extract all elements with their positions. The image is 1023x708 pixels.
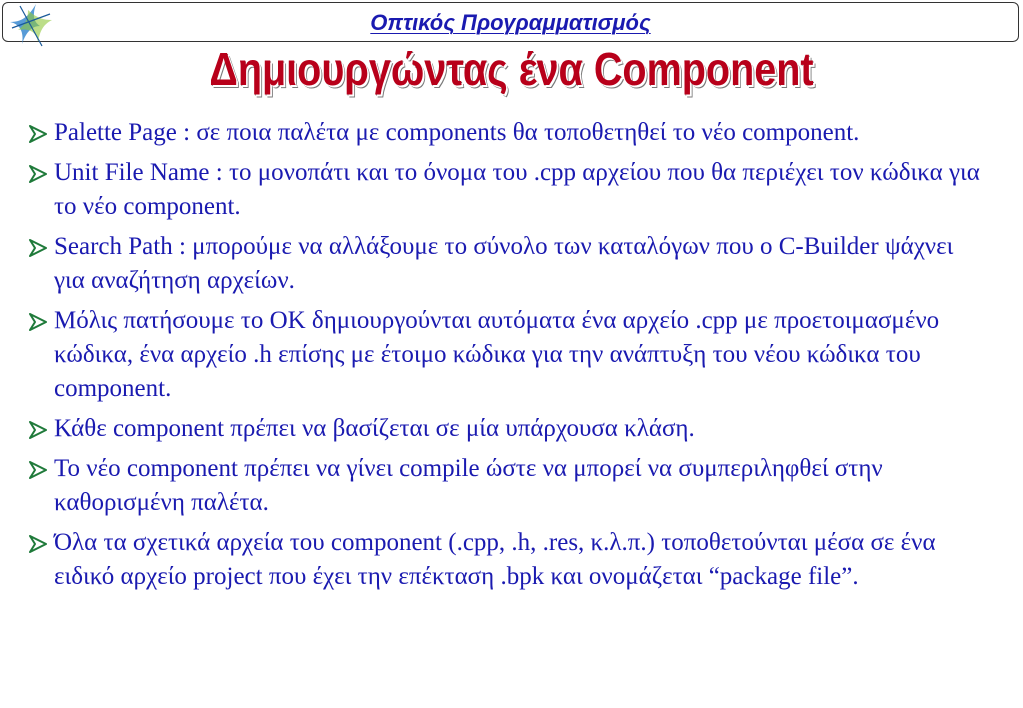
star-compass-logo-icon [6,0,56,50]
bullet-text: Μόλις πατήσουμε το OK δημιουργούνται αυτόματα ένα αρχείο .cpp με προετοιμασμένο κώδικα, ένα αρχείο .h επίσης με έτοιμο κώδικα για την ανάπτυξη του νέου κώδικα του component. [54,307,940,402]
header-bar [2,2,1019,42]
arrow-bullet-icon [28,313,48,331]
bullet-text: Το νέο component πρέπει να γίνει compile ώστε να μπορεί να συμπεριληφθεί στην καθορισμένη παλέτα. [54,455,883,516]
slide-title: Δημιουργώντας ένα Component [209,43,814,95]
bullet-text: Unit File Name : το μονοπάτι και το όνομα του .cpp αρχείου που θα περιέχει τον κώδικα για το νέο component. [54,159,980,220]
arrow-bullet-icon [28,125,48,143]
list-item [28,116,983,150]
list-item [28,412,983,446]
list-item [28,452,983,520]
bullet-list [28,116,983,600]
arrow-bullet-icon [28,535,48,553]
bullet-text: Palette Page : σε ποια παλέτα με components θα τοποθετηθεί το νέο component. [54,119,860,146]
list-item [28,156,983,224]
header-title: Οπτικός Προγραμματισμός [370,10,651,35]
bullet-text: Κάθε component πρέπει να βασίζεται σε μία υπάρχουσα κλάση. [54,415,695,442]
bullet-text: Search Path : μπορούμε να αλλάξουμε το σύνολο των καταλόγων που ο C-Builder ψάχνει για αναζήτηση αρχείων. [54,233,954,294]
bullet-text: Όλα τα σχετικά αρχεία του component (.cpp, .h, .res, κ.λ.π.) τοποθετούνται μέσα σε ένα ειδικό αρχείο project που έχει την επέκταση .bpk και ονομάζεται “package file”. [54,529,936,590]
list-item [28,230,983,298]
list-item [28,304,983,406]
arrow-bullet-icon [28,461,48,479]
arrow-bullet-icon [28,239,48,257]
arrow-bullet-icon [28,421,48,439]
list-item [28,526,983,594]
arrow-bullet-icon [28,165,48,183]
